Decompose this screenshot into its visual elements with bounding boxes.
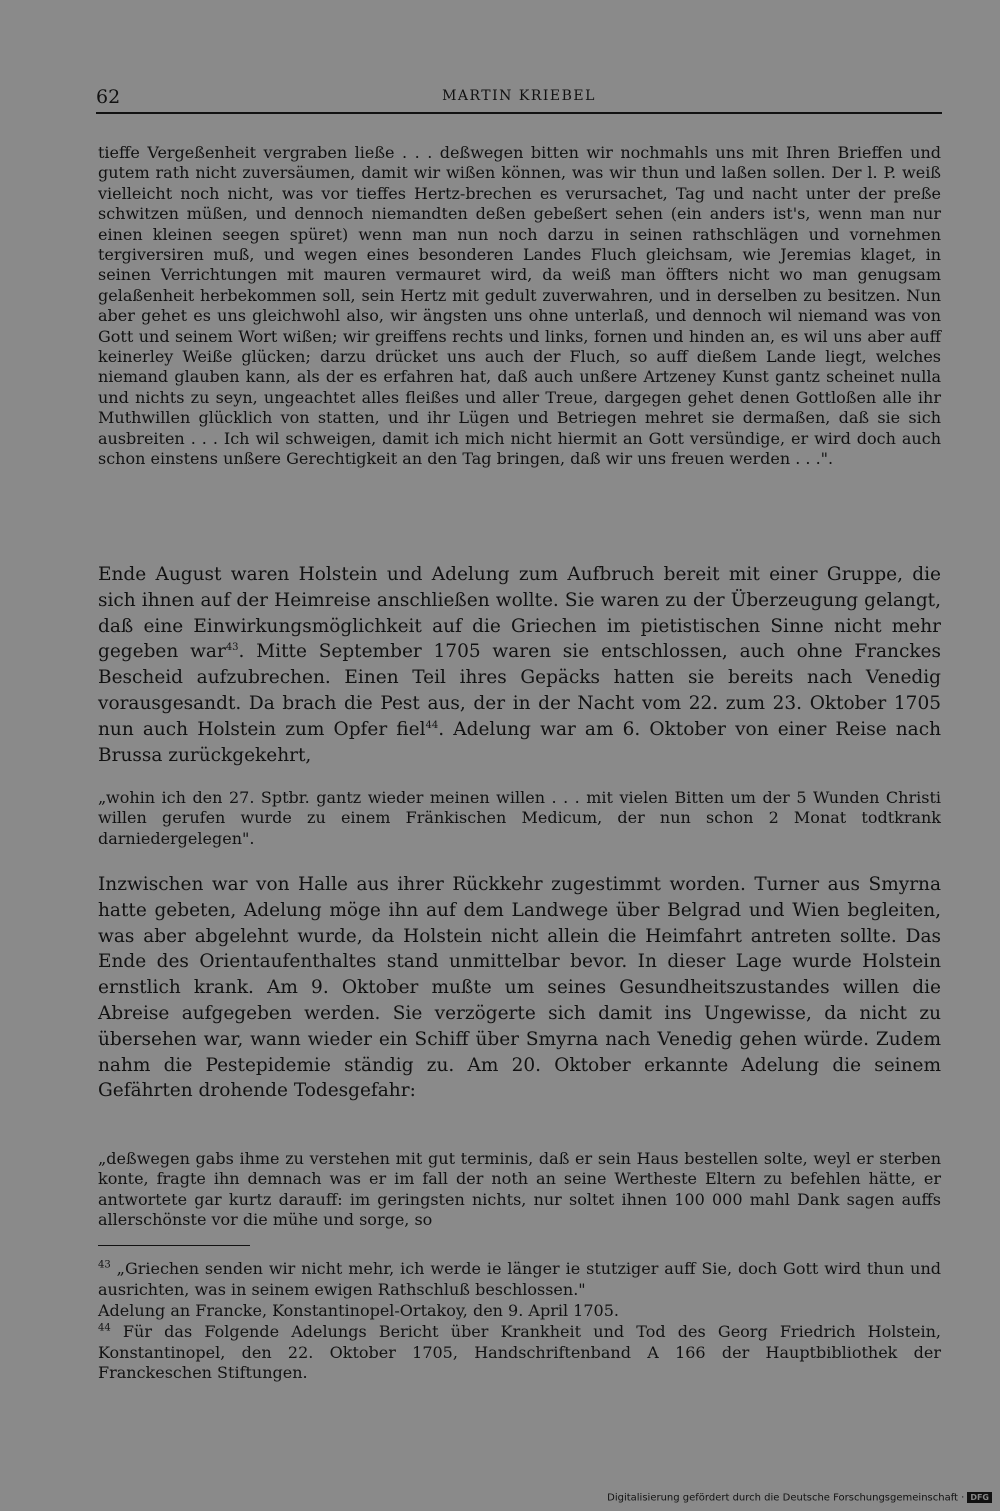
footnote-ref-44[interactable]: 44: [425, 719, 439, 731]
paragraph-1-part-3: . Adelung war am 6. Oktober von einer Reise nach Brussa zurückgekehrt,: [98, 718, 941, 766]
digitization-footer: [607, 1492, 992, 1504]
footnote-43-text: „Griechen senden wir nicht mehr, ich werde ie länger ie stutziger auff Sie, doch Gott wird thun und ausrichten, was in seinem ewigen Rathschluß beschlossen.": [98, 1259, 941, 1299]
page-number: 62: [96, 86, 121, 108]
running-head: MARTIN KRIEBEL: [442, 88, 596, 104]
footnote-43-mark: 43: [98, 1259, 111, 1271]
footer-text: Digitalisierung gefördert durch die Deutsche Forschungsgemeinschaft ·: [607, 1492, 965, 1504]
body-paragraph-1: [98, 562, 941, 768]
footnote-43-source: Adelung an Francke, Konstantinopel-Ortakoy, den 9. April 1705.: [98, 1301, 619, 1320]
footnote-44-mark: 44: [98, 1322, 111, 1334]
quote-block-3: „deßwegen gabs ihme zu verstehen mit gut terminis, daß er sein Haus bestellen solte, weyl er sterben konte, fragte ihn demnach was er im fall der noth an seine Wertheste Eltern zu befehlen hätte, er antwortete gar kurtz darauff: im geringsten nichts, nur soltet ihnen 100 000 mahl Dank sagen auffs allerschönste vor die mühe und sorge, so: [98, 1149, 941, 1230]
body-paragraph-2: Inzwischen war von Halle aus ihrer Rückkehr zugestimmt worden. Turner aus Smyrna hatte gebeten, Adelung möge ihn auf dem Landwege über Belgrad und Wien begleiten, was aber abgelehnt wurde, da Holstein nicht allein die Heimfahrt antreten sollte. Das Ende des Orientaufenthaltes stand unmittelbar bevor. In dieser Lage wurde Holstein ernstlich krank. Am 9. Oktober mußte um seines Gesundheitszustandes willen die Abreise aufgegeben werden. Sie verzögerte sich damit ins Ungewisse, da nicht zu übersehen war, wann wieder ein Schiff über Smyrna nach Venedig gehen würde. Zudem nahm die Pestepidemie ständig zu. Am 20. Oktober erkannte Adelung die seinem Gefährten drohende Todesgefahr:: [98, 874, 941, 1102]
footnote-43: [98, 1259, 941, 1300]
quote-block-1: tieffe Vergeßenheit vergraben ließe . . . deßwegen bitten wir nochmahls uns mit Ihren Brieffen und gutem rath nicht zuversäumen, damit wir wißen können, was wir thun und laßen sollen. Der l. P. weiß vielleicht noch nicht, was vor tieffes Hertz-brechen es verursachet, Tag und nacht unter der preße schwitzen müßen, und dennoch niemandten deßen gebeßert sehen (ein anders ist's, wenn man nur einen kleinen seegen spüret) wenn man nun noch darzu in seinen rathschlägen und vornehmen tergiversiren muß, und wegen eines besonderen Landes Fluch gleichsam, wie Jeremias klaget, in seinen Verrichtungen mit mauren vermauret wird, da weiß man öffters nicht wo man genugsam gelaßenheit herbekommen soll, sein Hertz mit gedult zuverwahren, und in derselben zu besitzen. Nun aber gehet es uns gleichwohl also, wir ängsten uns ohne unterlaß, und dennoch wil niemand was von Gott und seinem Wort wißen; wir greiffens rechts und links, fornen und hinden an, es wil uns aber auff keinerley Weiße glücken; darzu drücket uns auch der Fluch, so auff dießem Lande liegt, welches niemand glauben kann, als der es erfahren hat, daß auch unßere Artzeney Kunst gantz scheinet nulla und nichts zu seyn, ungeachtet alles fleißes und aller Treue, dargegen gehet denen Gottloßen alle ihr Muthwillen glücklich von statten, und ihr Lügen und Betriegen mehret sie dermaßen, daß sie sich ausbreiten . . . Ich wil schweigen, damit ich mich nicht hiermit an Gott versündige, er wird doch auch schon einstens unßere Gerechtigkeit an den Tag bringen, daß wir uns freuen werden . . .".: [98, 143, 941, 469]
footnote-44-text: Für das Folgende Adelungs Bericht über Krankheit und Tod des Georg Friedrich Holstein, Konstantinopel, den 22. Oktober 1705, Handschriftenband A 166 der Hauptbibliothek der Franckeschen Stiftungen.: [98, 1322, 941, 1383]
footnote-ref-43[interactable]: 43: [225, 642, 239, 654]
paragraph-1-part-2: . Mitte September 1705 waren sie entschlossen, auch ohne Franckes Bescheid aufzubrechen. Einen Teil ihres Gepäcks hatten sie bereits nach Venedig vorausgesandt. Da brach die Pest aus, der in der Nacht vom 22. zum 23. Oktober 1705 nun auch Holstein zum Opfer fiel: [98, 641, 941, 740]
quote-block-2: „wohin ich den 27. Sptbr. gantz wieder meinen willen . . . mit vielen Bitten um der 5 Wunden Christi willen gerufen wurde zu einem Fränkischen Medicum, der nun schon 2 Monat todtkrank darniedergelegen".: [98, 788, 941, 848]
paragraph-1-part-1: Ende August waren Holstein und Adelung zum Aufbruch bereit mit einer Gruppe, die sich ihnen auf der Heimreise anschließen wollte. Sie waren zu der Überzeugung gelangt, daß eine Einwirkungsmöglichkeit auf die Griechen im pietistischen Sinne nicht mehr gegeben war: [98, 564, 941, 663]
page-header: [96, 86, 942, 114]
footnote-divider: [98, 1245, 250, 1246]
dfg-logo: DFG: [967, 1492, 992, 1503]
footnote-44: [98, 1322, 941, 1384]
